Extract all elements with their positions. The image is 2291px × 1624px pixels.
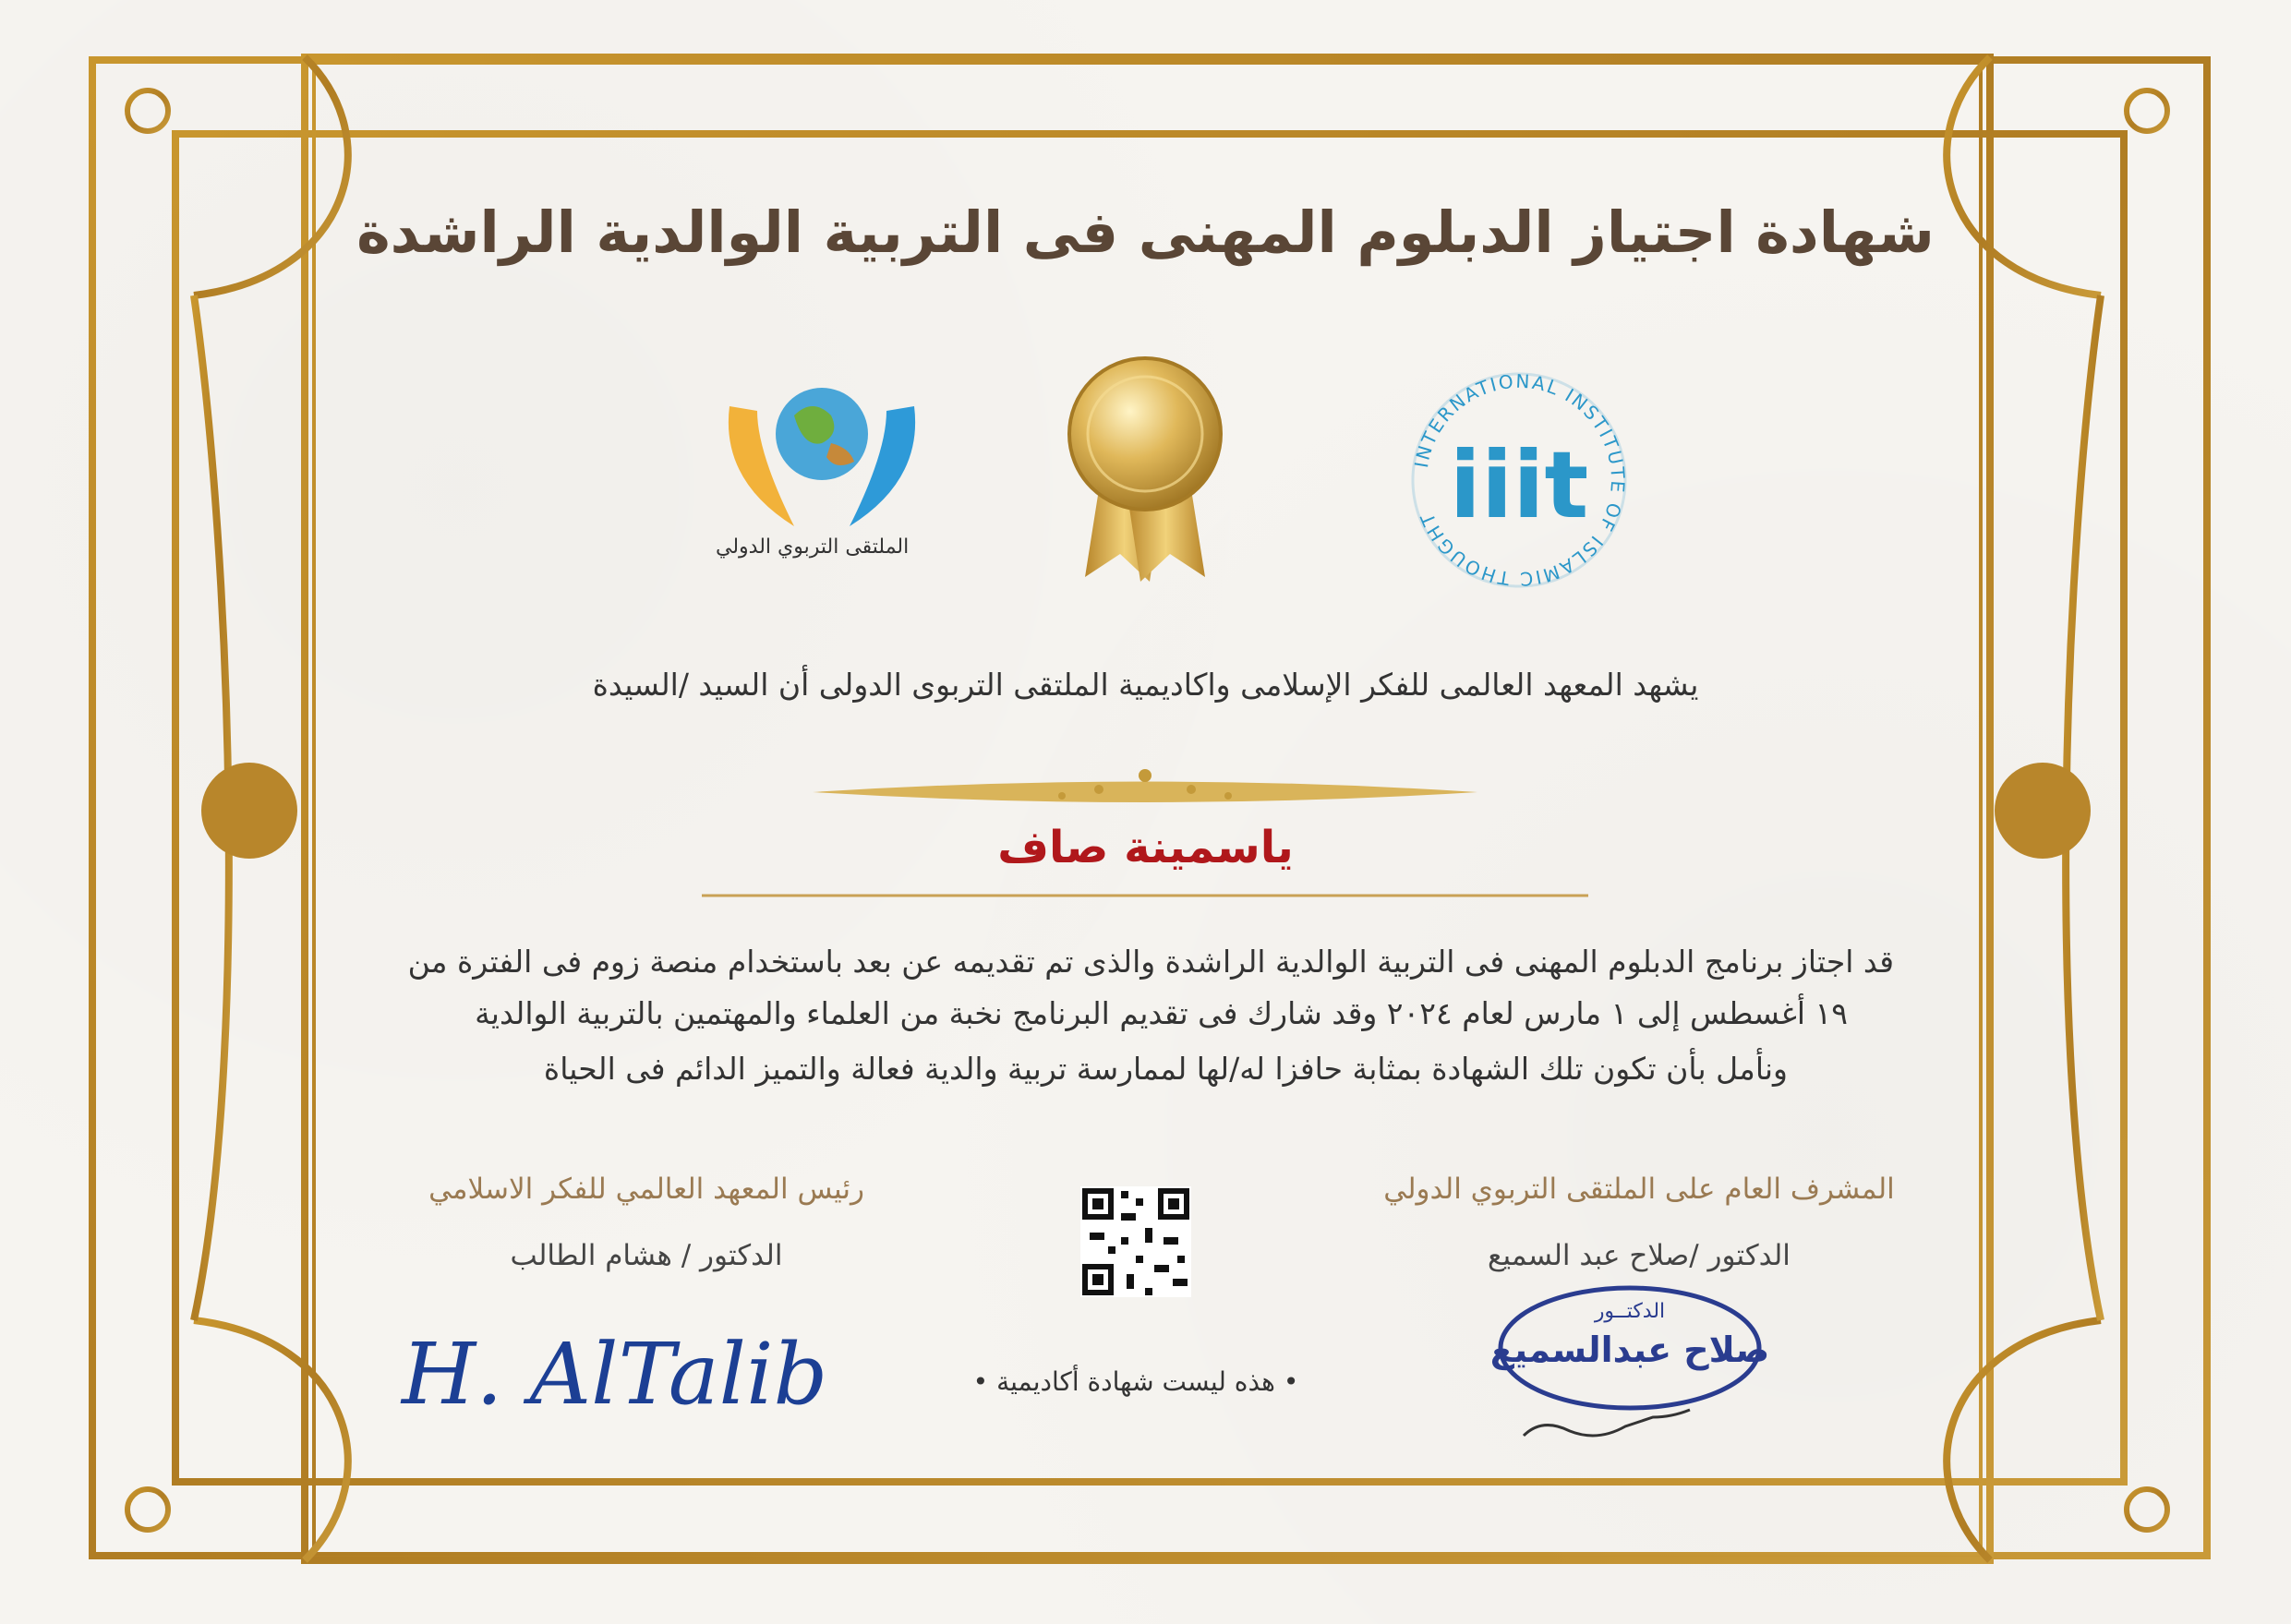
right-signatory-name: الدكتور /صلاح عبد السميع <box>1488 1239 1791 1272</box>
disclaimer-text: هذه ليست شهادة أكاديمية <box>996 1366 1275 1397</box>
globe-hands-logo <box>729 388 915 526</box>
certificate-title: شهادة اجتياز الدبلوم المهنى فى التربية الوالدية الراشدة <box>356 198 1935 266</box>
stamp-salah <box>1490 1288 1770 1436</box>
left-signatory-name: الدكتور / هشام الطالب <box>510 1239 783 1272</box>
svg-text:الدكتــور: الدكتــور <box>1594 1300 1666 1323</box>
iiit-logo <box>1410 370 1629 591</box>
svg-text:H. AlTalib: H. AlTalib <box>402 1325 828 1424</box>
iiit-mark: iiit <box>1449 431 1589 539</box>
certify-statement: يشهد المعهد العالمى للفكر الإسلامى واكاديمية الملتقى التربوى الدولى أن السيد /السيدة <box>592 667 1699 703</box>
disclaimer <box>905 1366 1367 1397</box>
gold-medal-seal <box>1069 358 1221 582</box>
signature-altalib <box>400 1325 827 1424</box>
bullet-icon: • <box>972 1366 997 1397</box>
body-line-2: ١٩ أغسطس إلى ١ مارس لعام ٢٠٢٤ وقد شارك فى تقديم البرنامج نخبة من العلماء والمهتمين بالتربية الوالدية <box>475 995 1848 1031</box>
iiit-ring-text: INTERNATIONAL INSTITUTE OF ISLAMIC THOUGHT <box>1409 369 1630 591</box>
left-signatory-role: رئيس المعهد العالمي للفكر الاسلامي <box>428 1173 864 1206</box>
body-line-1: قد اجتاز برنامج الدبلوم المهنى فى التربية الوالدية الراشدة والذى تم تقديمه عن بعد باستخدام منصة زوم فى الفترة من <box>407 944 1894 980</box>
ornament-divider <box>813 769 1477 802</box>
globe-logo-caption: الملتقى التربوي الدولي <box>716 535 910 559</box>
qr-code <box>1080 1186 1191 1297</box>
svg-text:صلاح عبدالسميع: صلاح عبدالسميع <box>1489 1329 1770 1370</box>
recipient-name: ياسمينة صاف <box>997 822 1294 873</box>
body-line-3: ونأمل بأن تكون تلك الشهادة بمثابة حافزا له/لها لممارسة تربية والدية فعالة والتميز الدائم فى الحياة <box>543 1051 1788 1087</box>
right-signatory-role: المشرف العام على الملتقى التربوي الدولي <box>1383 1173 1895 1206</box>
bullet-icon: • <box>1274 1366 1299 1397</box>
